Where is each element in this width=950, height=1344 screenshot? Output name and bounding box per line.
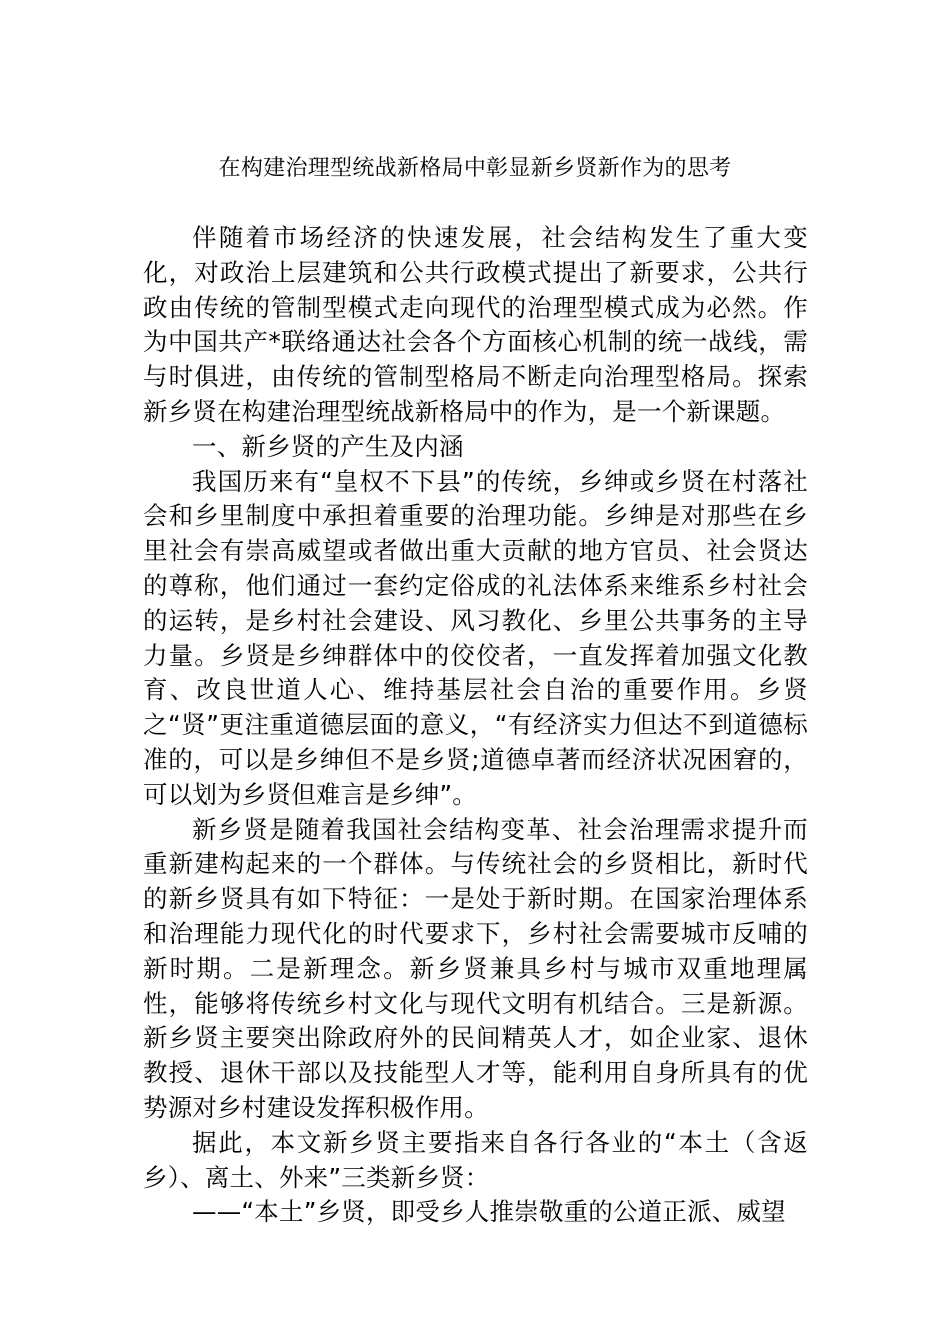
section-heading: 一、新乡贤的产生及内涵 bbox=[192, 431, 464, 461]
paragraph-definition: 据此，本文新乡贤主要指来自各行各业的“本土（含返乡）、离土、外来”三类新乡贤： bbox=[143, 1127, 808, 1192]
paragraph-history: 我国历来有“皇权不下县”的传统，乡绅或乡贤在村落社会和乡里制度中承担着重要的治理功能。乡绅是对那些在乡里社会有崇高威望或者做出重大贡献的地方官员、社会贤达的尊称，他们通过一套约定俗成的礼法体系来维系乡村社会的运转，是乡村社会建设、风习教化、乡里公共事务的主导力量。乡贤是乡绅群体中的佼佼者，一直发挥着加强文化教育、改良世道人心、维持基层社会自治的重要作用。乡贤之“贤”更注重道德层面的意义，“有经济实力但达不到道德标准的，可以是乡绅但不是乡贤;道德卓著而经济状况困窘的，可以划为乡贤但难言是乡绅”。 bbox=[143, 466, 808, 809]
document-body bbox=[143, 221, 808, 1230]
document-title: 在构建治理型统战新格局中彰显新乡贤新作为的思考 bbox=[218, 156, 732, 181]
paragraph-intro: 伴随着市场经济的快速发展，社会结构发生了重大变化，对政治上层建筑和公共行政模式提出了新要求，公共行政由传统的管制型模式走向现代的治理型模式成为必然。作为中国共产*联络通达社会各个方面核心机制的统一战线，需与时俱进，由传统的管制型格局不断走向治理型格局。探索新乡贤在构建治理型统战新格局中的作为，是一个新课题。 bbox=[143, 223, 808, 426]
paragraph-local-gentry: ——“本土”乡贤，即受乡人推崇敬重的公道正派、威望 bbox=[192, 1197, 786, 1227]
paragraph-new-gentry: 新乡贤是随着我国社会结构变革、社会治理需求提升而重新建构起来的一个群体。与传统社会的乡贤相比，新时代的新乡贤具有如下特征：一是处于新时期。在国家治理体系和治理能力现代化的时代要求下，乡村社会需要城市反哺的新时期。二是新理念。新乡贤兼具乡村与城市双重地理属性，能够将传统乡村文化与现代文明有机结合。三是新源。新乡贤主要突出除政府外的民间精英人才，如企业家、退休教授、退休干部以及技能型人才等，能利用自身所具有的优势源对乡村建设发挥积极作用。 bbox=[143, 814, 808, 1122]
